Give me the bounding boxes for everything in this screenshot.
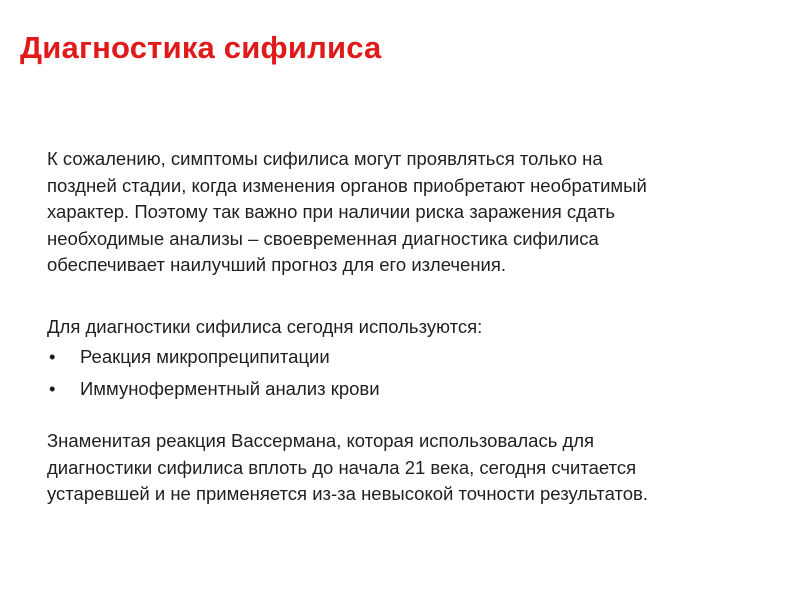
methods-list <box>47 344 767 402</box>
slide-title: Диагностика сифилиса <box>20 30 382 65</box>
intro-line: К сожалению, симптомы сифилиса могут проявляться только на <box>47 148 603 169</box>
list-item-text: Реакция микропреципитации <box>80 346 330 367</box>
intro-line: характер. Поэтому так важно при наличии риска заражения сдать <box>47 201 615 222</box>
wassermann-line: диагностики сифилиса вплоть до начала 21 века, сегодня считается <box>47 456 637 478</box>
wassermann-line: Знаменитая реакция Вассермана, которая использовалась для <box>47 430 595 451</box>
intro-line: поздней стадии, когда изменения органов приобретают необратимый <box>47 174 647 196</box>
intro-line: обеспечивает наилучший прогноз для его излечения. <box>47 254 507 275</box>
intro-line: необходимые анализы – своевременная диагностика сифилиса <box>47 227 599 249</box>
list-item <box>47 344 767 371</box>
slide-body <box>47 146 767 508</box>
methods-intro: Для диагностики сифилиса сегодня используются: <box>47 315 483 337</box>
bullet-icon: • <box>49 377 56 399</box>
list-item <box>47 376 767 403</box>
wassermann-paragraph <box>47 428 767 508</box>
intro-paragraph <box>47 146 767 279</box>
bullet-icon: • <box>49 346 56 367</box>
wassermann-line: устаревшей и не применяется из-за невысокой точности результатов. <box>47 483 648 504</box>
list-item-text: Иммуноферментный анализ крови <box>80 377 380 399</box>
